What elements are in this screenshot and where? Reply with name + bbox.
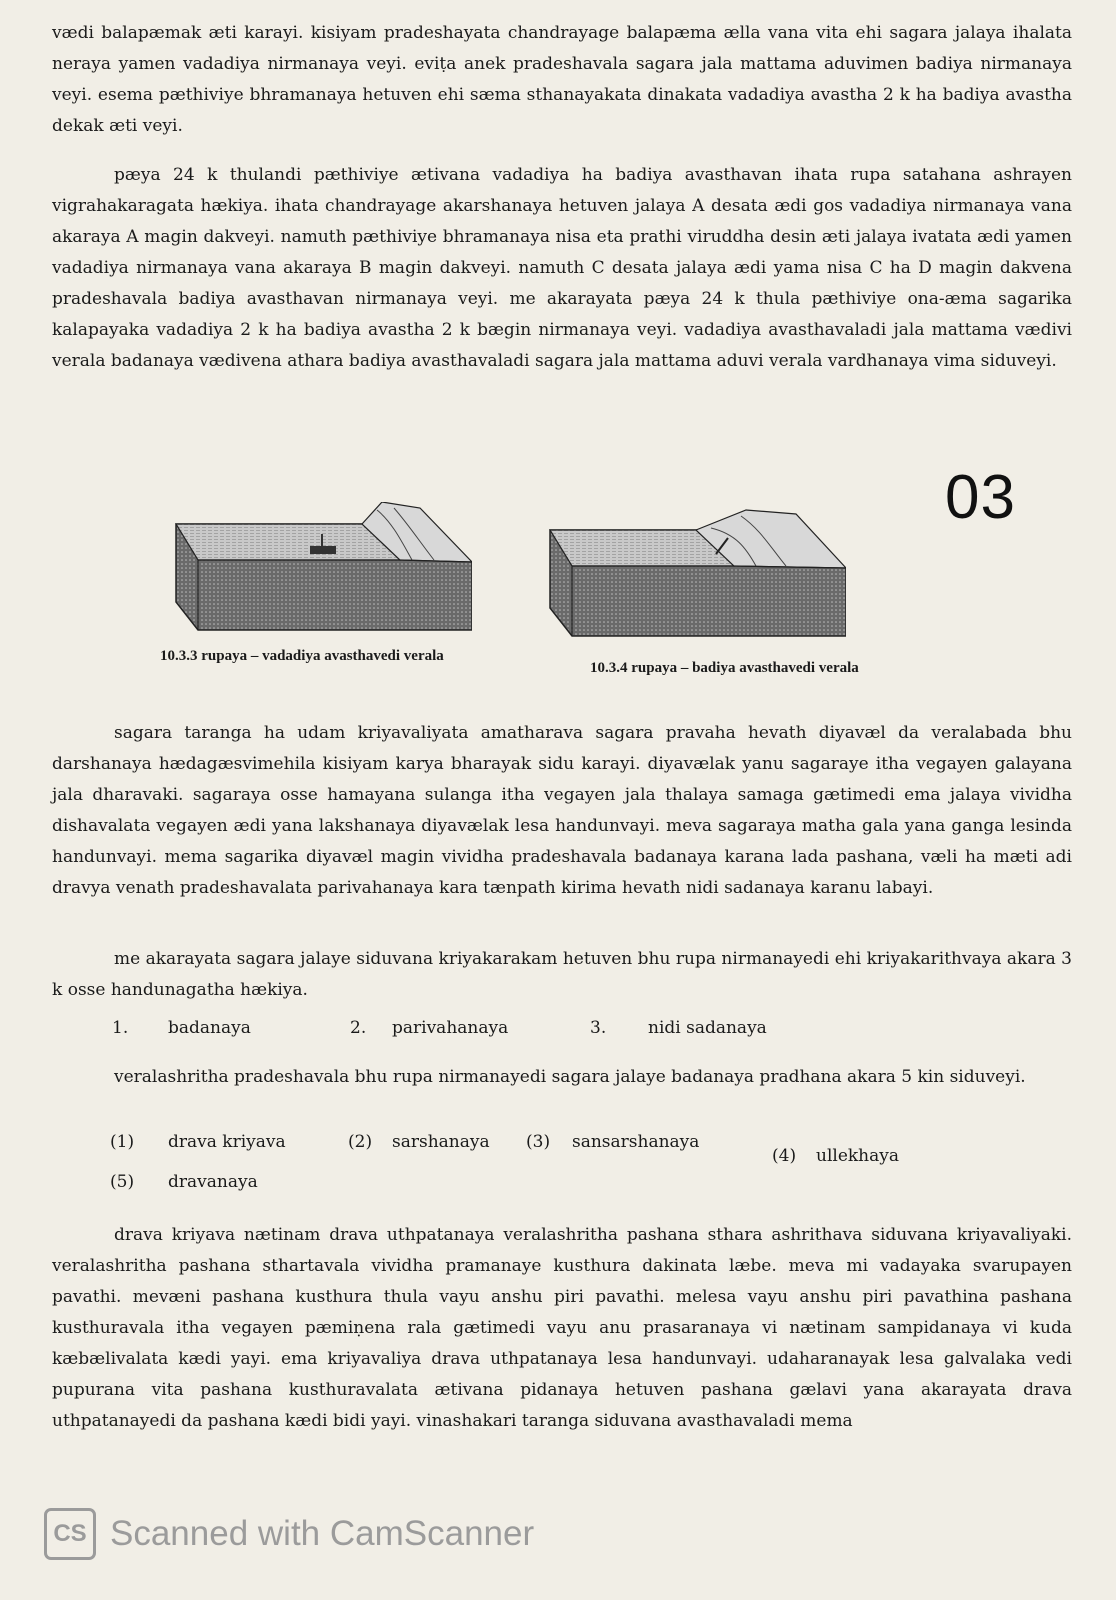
figure-low-tide-diagram [546, 508, 846, 638]
list-item-number: (1) [110, 1132, 135, 1152]
paragraph-5: veralashritha pradeshavala bhu rupa nirmanayedi sagara jalaye badanaya pradhana akara 5 kin siduveyi. [114, 1067, 1026, 1087]
paragraph-1: vædi balapæmak æti karayi. kisiyam pradeshayata chandrayage balapæma ælla vana vita ehi sagara jalaya ihalata neraya yamen vadadiya nirmanaya veyi. eviṭa anek pradeshavala sagara jala mattama aduvimen badiya nirmanaya veyi. esema pæthiviye bhramanaya hetuven ehi sæma sthanayakata dinakata vadadiya avastha 2 k ha badiya avastha dekak æti veyi. [52, 23, 1072, 136]
camscanner-watermark [44, 1508, 534, 1560]
figure-high-tide-diagram [172, 502, 472, 632]
activity-list [0, 1018, 1116, 1048]
list-item-text: nidi sadanaya [648, 1018, 767, 1038]
paragraph-6: drava kriyava nætinam drava uthpatanaya veralashritha pashana sthara ashrithava siduvana kriyavaliyaki. veralashritha pashana sthartavala vividha pramanaye kusthura dakinata læbe. meva mi vadayaka svarupayen pavathi. mevæni pashana kusthura thula vayu anshu piri pavathi. melesa vayu anshu piri pavathina pashana kusthuravala itha vegayen pæmiṇena rala gætimedi vayu anu prasaranaya vi nætinam sampidanaya vi kuda kæbælivalata kædi yayi. ema kriyavaliya drava uthpatanaya lesa handunvayi. udaharanayak lesa galvalaka vedi pupurana vita pashana kusthuravalata ætivana pidanaya hetuven pashana gælavi yana akarayata drava uthpatanayedi da pashana kædi bidi yayi. vinashakari taranga siduvana avasthavaladi mema [52, 1225, 1072, 1431]
watermark-text: Scanned with CamScanner [110, 1514, 535, 1553]
page-number: 03 [945, 463, 1016, 532]
list-item-text: ullekhaya [816, 1146, 900, 1166]
list-item-number: 1. [112, 1018, 129, 1038]
paragraph-2: pæya 24 k thulandi pæthiviye ætivana vadadiya ha badiya avasthavan ihata rupa satahana ashrayen vigrahakaragata hækiya. ihata chandrayage akarshanaya hetuven jalaya A desata ædi gos vadadiya nirmanaya vana akaraya A magin dakveyi. namuth pæthiviye bhramanaya nisa eta prathi viruddha desin æti jalaya ivatata ædi yamen vadadiya nirmanaya vana akaraya B magin dakveyi. namuth C desata jalaya ædi yama nisa C ha D magin dakvena pradeshavala badiya avasthavan nirmanaya veyi. me akarayata pæya 24 k thula pæthiviye ona-æma sagarika kalapayaka vadadiya 2 k ha badiya avastha 2 k bægin nirmanaya veyi. vadadiya avasthavaladi jala mattama vædivi verala badanaya vædivena athara badiya avasthavaladi sagara jala mattama aduvi verala vardhanaya vima siduveyi. [52, 165, 1072, 371]
paragraph-4: me akarayata sagara jalaye siduvana kriyakarakam hetuven bhu rupa nirmanayedi ehi kriyakarithvaya akara 3 k osse handunagatha hækiya. [52, 949, 1072, 1000]
list-item-text: dravanaya [168, 1172, 258, 1192]
list-item-text: parivahanaya [392, 1018, 509, 1038]
list-item-number: 2. [350, 1018, 367, 1038]
camscanner-logo-icon: CS [44, 1508, 96, 1560]
figure-2-caption: 10.3.4 rupaya – badiya avasthavedi verala [590, 660, 859, 676]
list-item-text: drava kriyava [168, 1132, 286, 1152]
list-item-number: (5) [110, 1172, 135, 1192]
list-item-text: sansarshanaya [572, 1132, 700, 1152]
list-item-text: sarshanaya [392, 1132, 490, 1152]
list-item-number: (4) [772, 1146, 797, 1166]
list-item-text: badanaya [168, 1018, 251, 1038]
list-item-number: (3) [526, 1132, 551, 1152]
list-item-number: 3. [590, 1018, 607, 1038]
erosion-types-list [0, 1132, 1116, 1202]
figure-1-caption: 10.3.3 rupaya – vadadiya avasthavedi verala [160, 648, 444, 664]
list-item-number: (2) [348, 1132, 373, 1152]
paragraph-3: sagara taranga ha udam kriyavaliyata amatharava sagara pravaha hevath diyavæl da veralabada bhu darshanaya hædagæsvimehila kisiyam karya bharayak sidu karayi. diyavælak yanu sagaraye itha vegayen galayana jala dharavaki. sagaraya osse hamayana sulanga itha vegayen jala thalaya samaga gætimedi ema jalaya vividha dishavalata vegayen ædi yana lakshanaya diyavælak lesa handunvayi. meva sagaraya matha gala yana ganga lesinda handunvayi. mema sagarika diyavæl magin vividha pradeshavala badanaya karana lada pashana, væli ha mæti adi dravya venath pradeshavalata parivahanaya kara tænpath kirima hevath nidi sadanaya karanu labayi. [52, 723, 1072, 898]
